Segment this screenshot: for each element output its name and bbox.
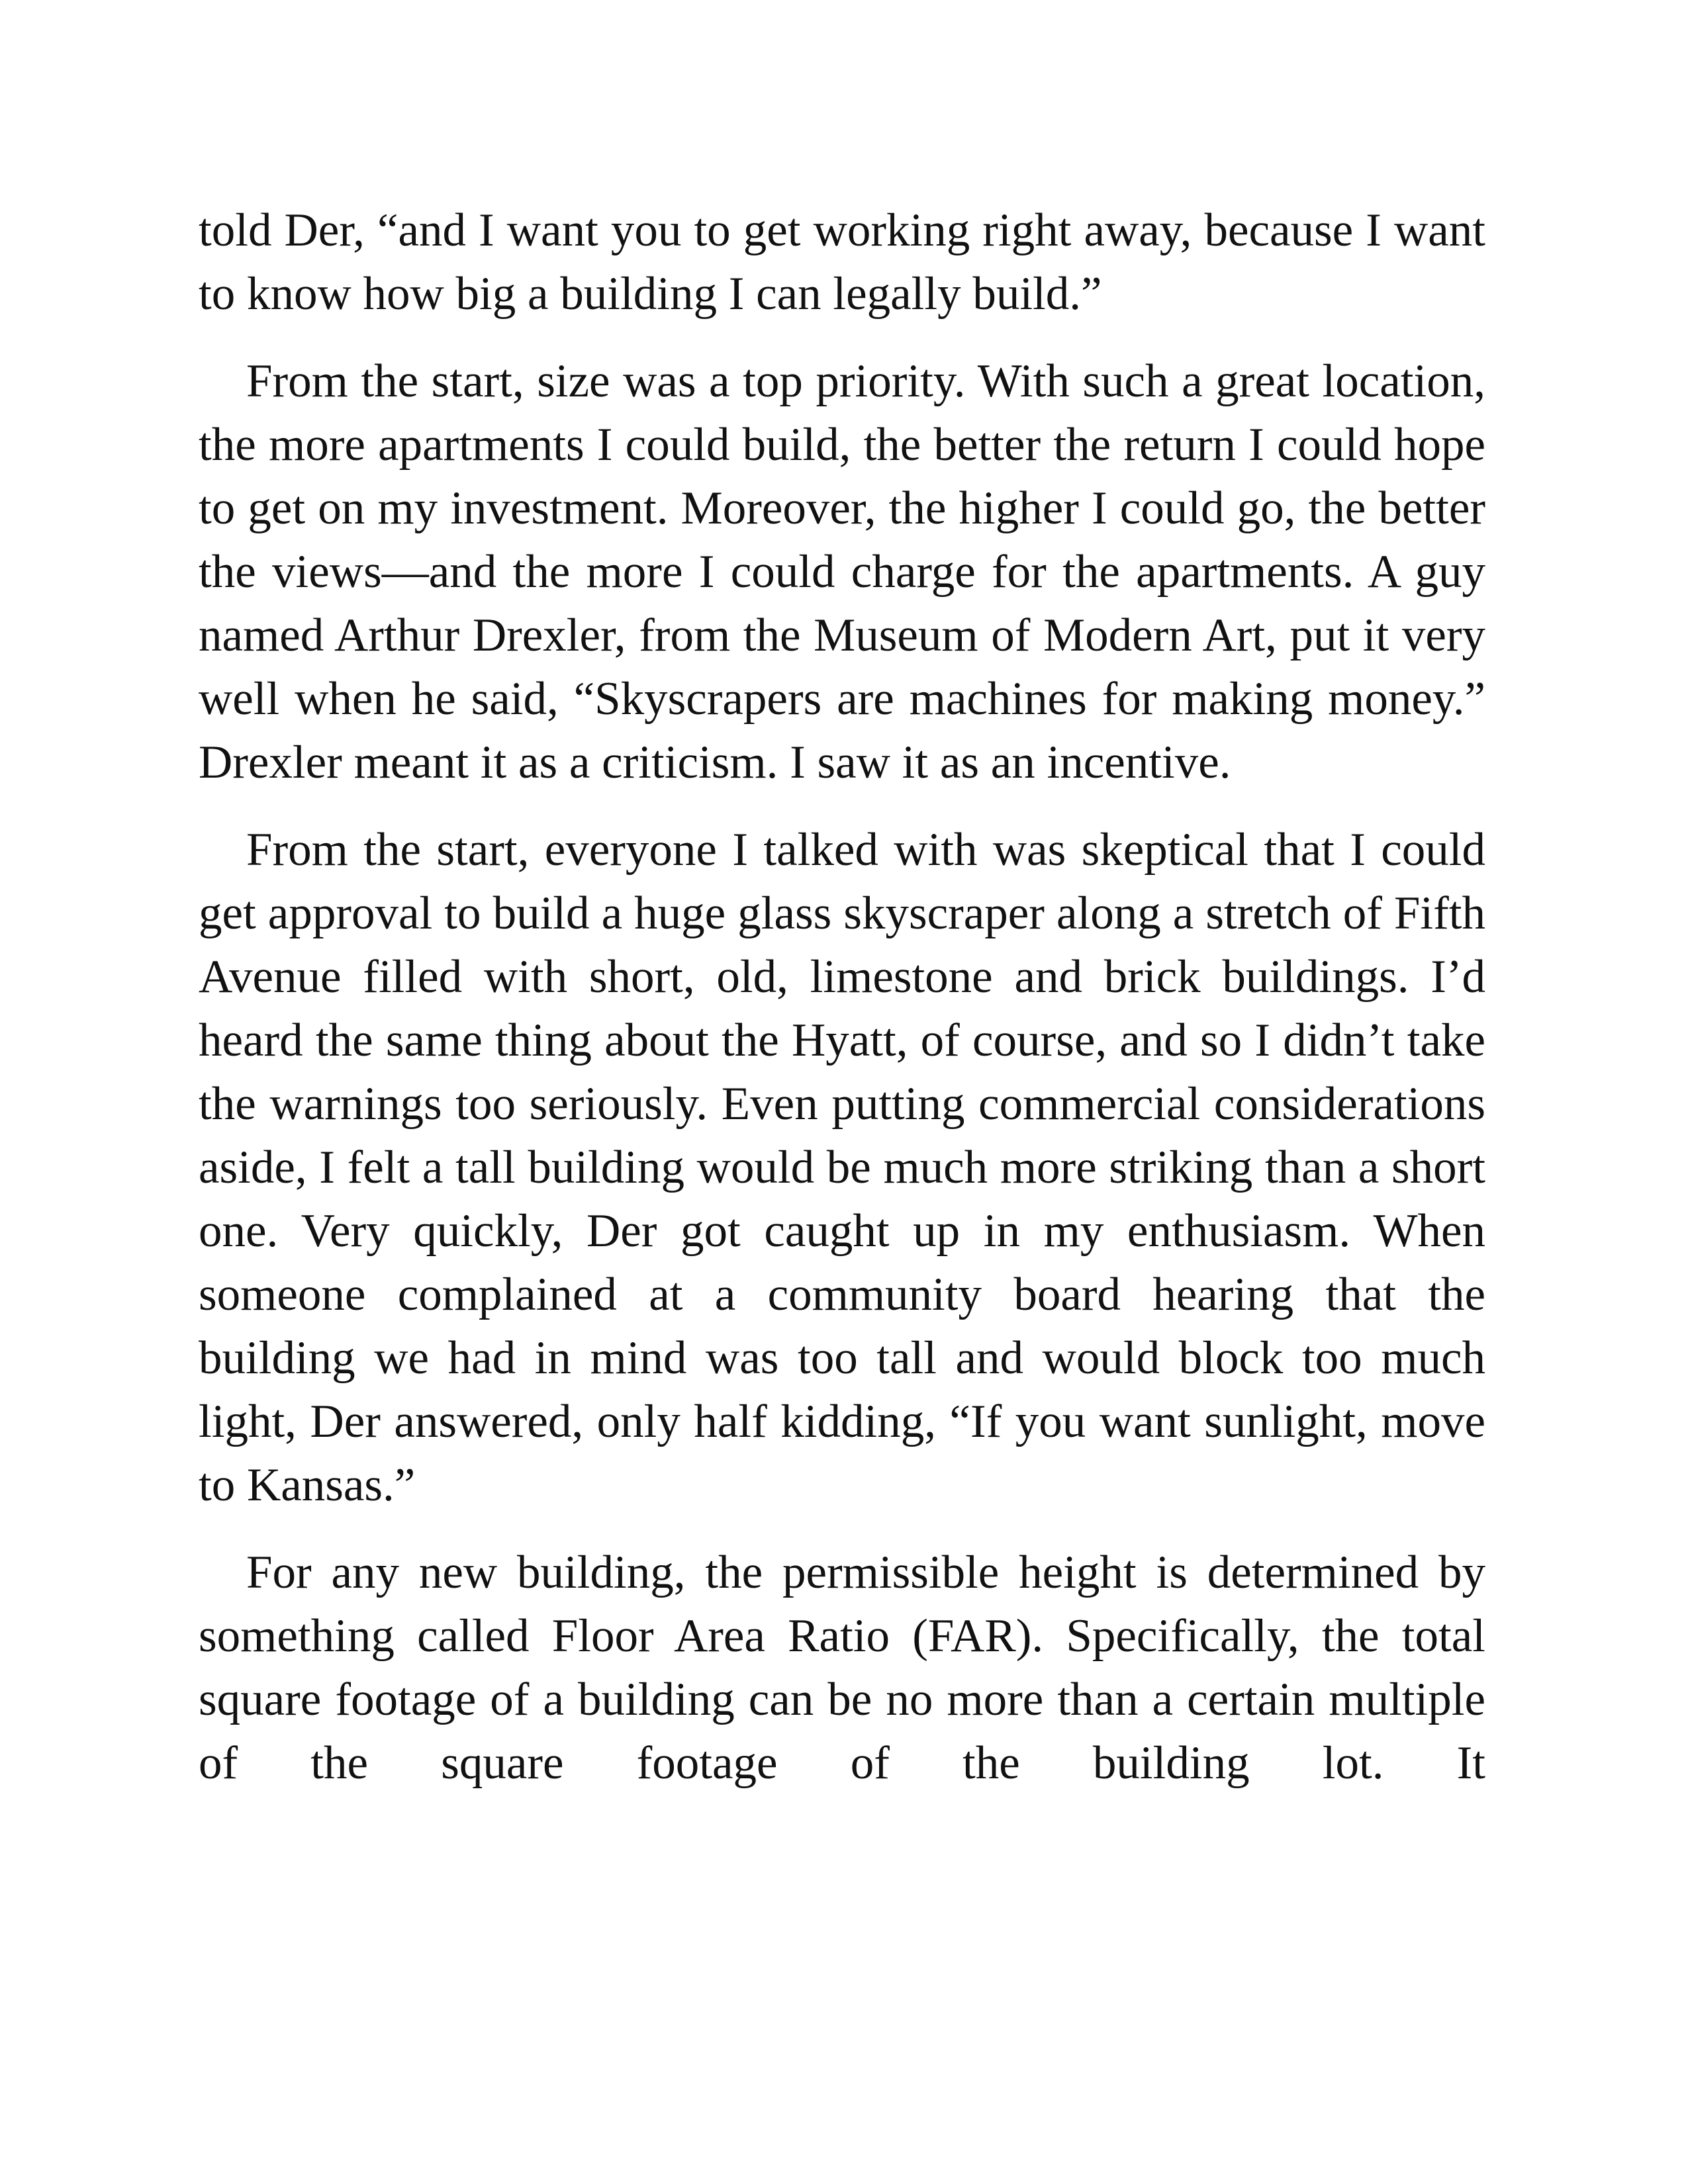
paragraph-continuation: told Der, “and I want you to get working right away, because I want to know how big a building I can legally build.” [199, 205, 1485, 320]
paragraph-skeptical: From the start, everyone I talked with was skeptical that I could get approval to build a huge glass skyscraper along a stretch of Fifth Avenue filled with short, old, limestone and brick buildings. I’d heard the same thing about the Hyatt, of course, and so I didn’t take the warnings too seriously. Even putting commercial considerations aside, I felt a tall building would be much more striking than a short one. Very quickly, Der got caught up in my enthusiasm. When someone complained at a community board hearing that the building we had in mind was too tall and would block too much light, Der answered, only half kidding, “If you want sunlight, move to Kansas.” [199, 824, 1485, 1511]
paragraph-size-priority: From the start, size was a top priority. With such a great location, the more apartments I could build, the better the return I could hope to get on my investment. Moreover, the higher I could go, the better the views—and the more I could charge for the apartments. A guy named Arthur Drexler, from the Museum of Modern Art, put it very well when he said, “Skyscrapers are machines for making money.” Drexler meant it as a criticism. I saw it as an incentive. [199, 355, 1485, 788]
page-body [199, 199, 1485, 1819]
paragraph-floor-area-ratio: For any new building, the permissible height is determined by something called Floor Area Ratio (FAR). Specifically, the total square footage of a building can be no more than a certain multiple of the square footage of the building lot. It [199, 1547, 1485, 1789]
